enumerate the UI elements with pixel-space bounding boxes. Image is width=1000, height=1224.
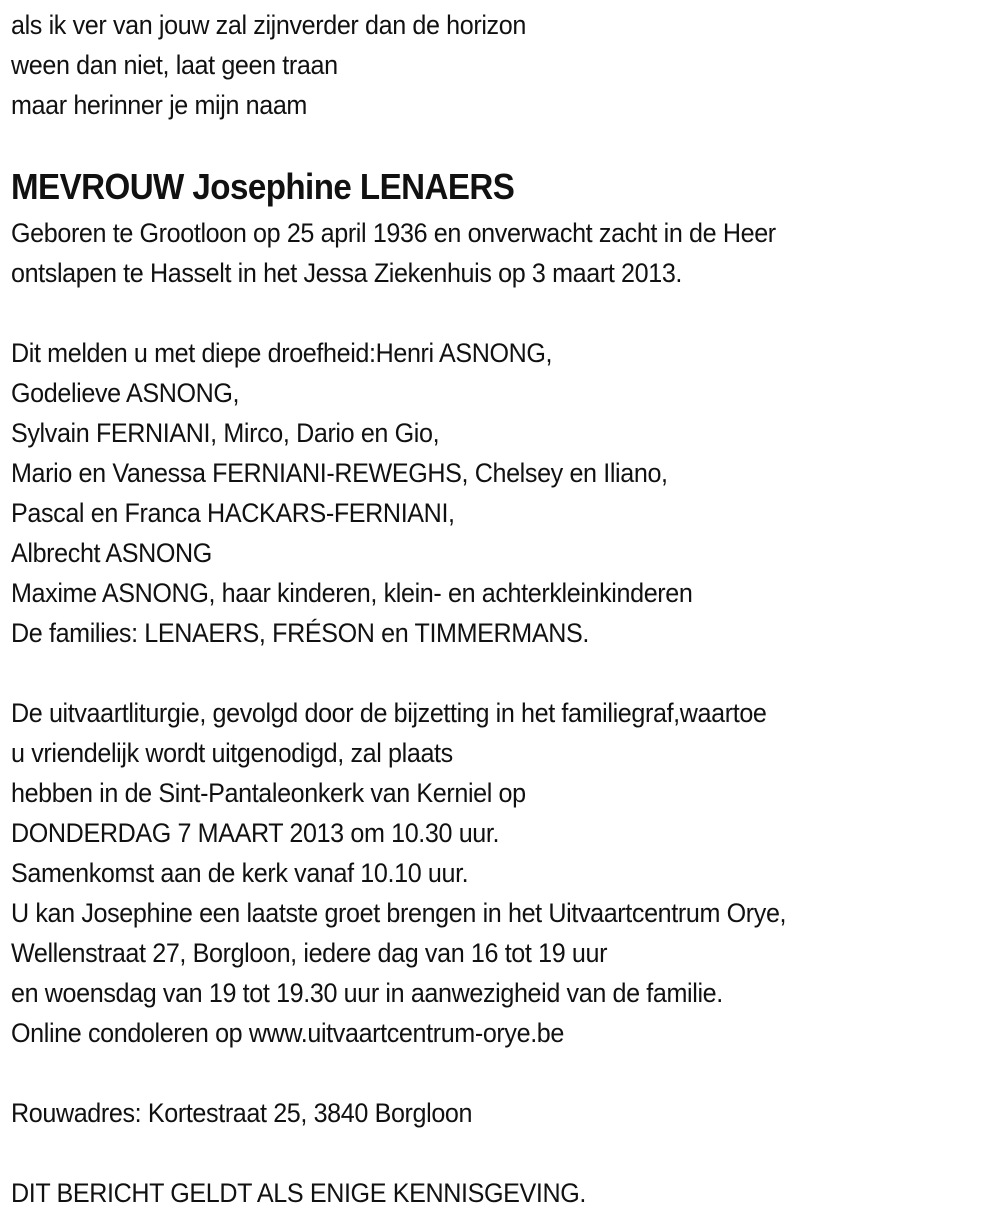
mourning-address: Rouwadres: Kortestraat 25, 3840 Borgloon	[11, 1098, 473, 1128]
funeral-line: U kan Josephine een laatste groet brengen in het Uitvaartcentrum Orye,	[11, 898, 787, 928]
funeral-line: en woensdag van 19 tot 19.30 uur in aanwezigheid van de familie.	[11, 978, 723, 1008]
funeral-line: De uitvaartliturgie, gevolgd door de bijzetting in het familiegraf,waartoe	[11, 698, 767, 728]
official-notice: DIT BERICHT GELDT ALS ENIGE KENNISGEVING.	[11, 1178, 587, 1208]
family-line: Pascal en Franca HACKARS-FERNIANI,	[11, 498, 455, 528]
birth-death-line: Geboren te Grootloon op 25 april 1936 en onverwacht zacht in de Heer	[11, 218, 776, 248]
birth-death-line: ontslapen te Hasselt in het Jessa Ziekenhuis op 3 maart 2013.	[11, 258, 683, 288]
poem-line: ween dan niet, laat geen traan	[11, 50, 338, 80]
poem-line: als ik ver van jouw zal zijnverder dan de horizon	[11, 10, 526, 40]
family-line: Albrecht ASNONG	[11, 538, 212, 568]
funeral-line: u vriendelijk wordt uitgenodigd, zal plaats	[11, 738, 453, 768]
family-line: Dit melden u met diepe droefheid:Henri ASNONG,	[11, 338, 553, 368]
family-line: Sylvain FERNIANI, Mirco, Dario en Gio,	[11, 418, 440, 448]
family-line: Maxime ASNONG, haar kinderen, klein- en achterkleinkinderen	[11, 578, 693, 608]
funeral-line: hebben in de Sint-Pantaleonkerk van Kerniel op	[11, 778, 526, 808]
funeral-line: DONDERDAG 7 MAART 2013 om 10.30 uur.	[11, 818, 500, 848]
deceased-name-title: MEVROUW Josephine LENAERS	[11, 166, 515, 207]
funeral-line: Samenkomst aan de kerk vanaf 10.10 uur.	[11, 858, 469, 888]
family-line: De families: LENAERS, FRÉSON en TIMMERMANS.	[11, 618, 589, 648]
poem-line: maar herinner je mijn naam	[11, 90, 307, 120]
family-line: Godelieve ASNONG,	[11, 378, 240, 408]
funeral-line: Wellenstraat 27, Borgloon, iedere dag van 16 tot 19 uur	[11, 938, 608, 968]
condolence-link-line: Online condoleren op www.uitvaartcentrum-orye.be	[11, 1018, 565, 1048]
family-line: Mario en Vanessa FERNIANI-REWEGHS, Chelsey en Iliano,	[11, 458, 668, 488]
